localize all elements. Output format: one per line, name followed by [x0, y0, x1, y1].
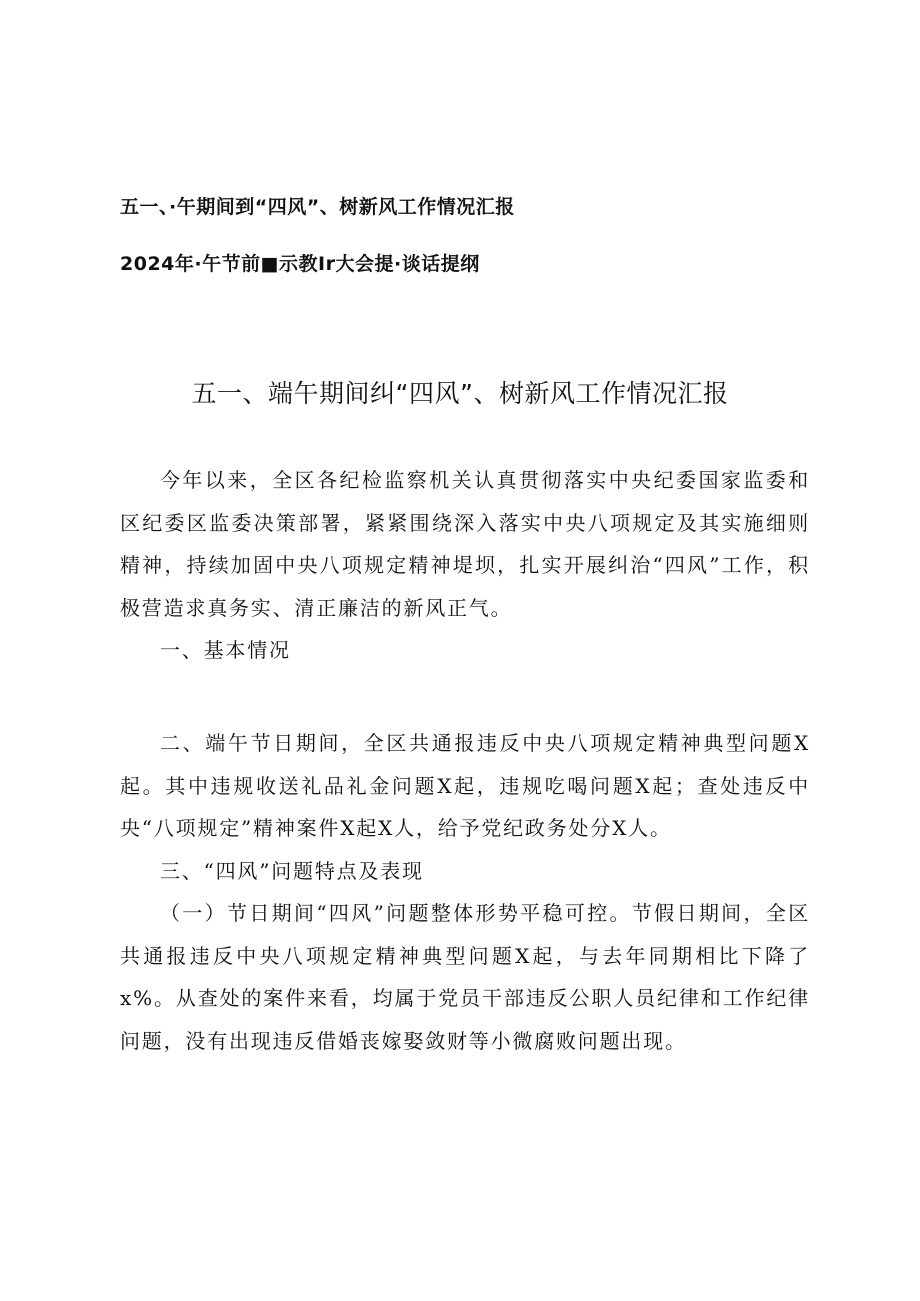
document-body-continued	[120, 722, 810, 1062]
document-title: 五一、端午期间纠“四风”、树新风工作情况汇报	[191, 379, 729, 408]
subsection-1-paragraph: （一）节日期间“四风”问题整体形势平稳可控。节假日期间，全区共通报违反中央八项规定精神典型问题X起，与去年同期相比下降了x%。从查处的案件来看，均属于党员干部违反公职人员纪律和工作纪律问题，没有出现违反借婚丧嫁娶敛财等小微腐败问题出现。	[120, 901, 810, 1053]
section-heading-3: 三、“四风”问题特点及表现	[160, 858, 424, 883]
document-body	[120, 459, 810, 672]
toc-line-1: 五一、·午期间到“四风”、树新风工作情况汇报	[120, 196, 515, 218]
section-heading-1: 一、基本情况	[160, 638, 291, 662]
toc-line-2: 2024年·午节前■示教Ir大会提·谈话提纲	[120, 253, 480, 275]
intro-paragraph: 今年以来，全区各纪检监察机关认真贯彻落实中央纪委国家监委和区纪委区监委决策部署，紧紧围绕深入落实中央八项规定及其实施细则精神，持续加固中央八项规定精神堤坝，扎实开展纠治“四风”工作，积极营造求真务实、清正廉洁的新风正气。	[120, 468, 810, 620]
section-2-paragraph: 二、端午节日期间，全区共通报违反中央八项规定精神典型问题X起。其中违规收送礼品礼金问题X起，违规吃喝问题X起；查处违反中央“八项规定”精神案件X起X人，给予党纪政务处分X人。	[120, 731, 810, 840]
